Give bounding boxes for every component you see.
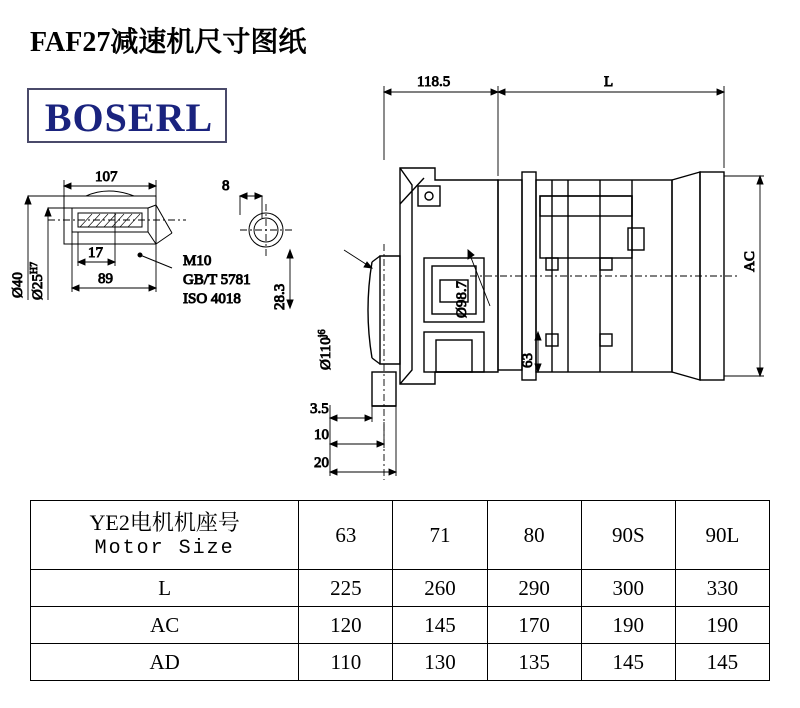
label-110j6: $Ø110^{j6}$ — [317, 329, 334, 370]
cell-AD-1: 130 — [393, 644, 487, 681]
label-10: 10 — [314, 427, 329, 443]
header-motor-size — [31, 501, 299, 570]
label-89: 89 — [98, 271, 113, 287]
cell-AD-0: 110 — [299, 644, 393, 681]
cell-L-0: 225 — [299, 570, 393, 607]
label-25h7: $Ø25^{H7}$ — [29, 261, 46, 300]
header-size-4: 90L — [675, 501, 769, 570]
label-118-5: 118.5 — [417, 74, 451, 90]
shaft-side-view — [48, 191, 186, 244]
thread-callout — [138, 253, 251, 307]
row-label-L: L — [31, 570, 299, 607]
label-L: L — [604, 74, 614, 90]
label-98-7: Ø98.7 — [454, 280, 470, 318]
shaft-dimensions — [10, 169, 156, 300]
table-row — [31, 644, 770, 681]
header-size-0: 63 — [299, 501, 393, 570]
cell-L-1: 260 — [393, 570, 487, 607]
header-motor-size-cn: YE2电机机座号 — [89, 509, 240, 535]
label-20: 20 — [314, 455, 329, 471]
header-size-2: 80 — [487, 501, 581, 570]
header-motor-size-en: Motor Size — [94, 537, 235, 561]
label-iso: ISO 4018 — [183, 291, 241, 307]
logo-text: BOSERL — [44, 95, 214, 140]
label-40: Ø40 — [10, 272, 26, 298]
gearbox-main-view — [368, 168, 740, 480]
label-AC: AC — [742, 251, 758, 272]
label-63: 63 — [520, 353, 536, 368]
cell-AC-1: 145 — [393, 607, 487, 644]
label-8: 8 — [222, 178, 230, 194]
cell-AD-3: 145 — [581, 644, 675, 681]
label-17: 17 — [88, 245, 103, 261]
specification-table — [30, 500, 770, 681]
header-size-1: 71 — [393, 501, 487, 570]
row-label-AD: AD — [31, 644, 299, 681]
cell-L-4: 330 — [675, 570, 769, 607]
label-m10: M10 — [183, 253, 212, 269]
header-size-3: 90S — [581, 501, 675, 570]
label-28-3: 28.3 — [272, 283, 288, 310]
cell-AC-4: 190 — [675, 607, 769, 644]
table-row — [31, 607, 770, 644]
label-gb: GB/T 5781 — [183, 272, 251, 288]
label-107: 107 — [95, 169, 118, 185]
main-dimensions — [310, 74, 764, 476]
row-label-AC: AC — [31, 607, 299, 644]
page-title: FAF27减速机尺寸图纸 — [30, 27, 307, 58]
cell-AC-3: 190 — [581, 607, 675, 644]
cell-AD-2: 135 — [487, 644, 581, 681]
cell-L-3: 300 — [581, 570, 675, 607]
cell-AC-2: 170 — [487, 607, 581, 644]
cell-AC-0: 120 — [299, 607, 393, 644]
cell-L-2: 290 — [487, 570, 581, 607]
table-row — [31, 570, 770, 607]
table-row-header — [31, 501, 770, 570]
label-3-5: 3.5 — [310, 401, 329, 417]
cell-AD-4: 145 — [675, 644, 769, 681]
